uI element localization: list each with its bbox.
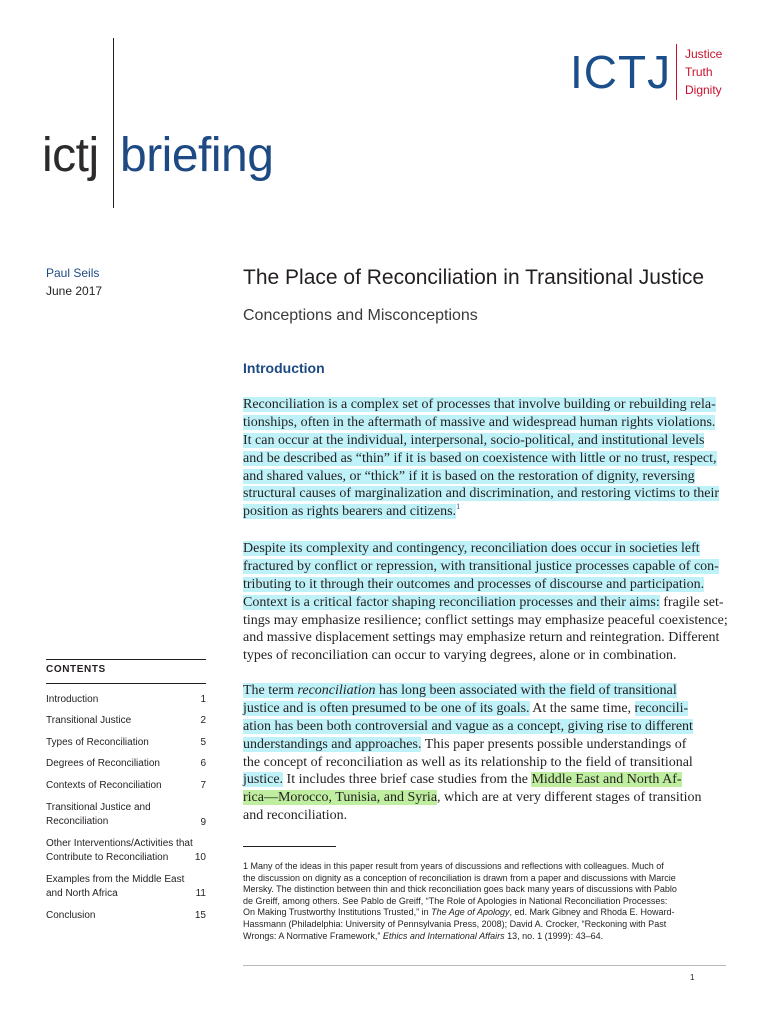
- toc-page-number: 5: [200, 737, 206, 748]
- paragraph-2: [243, 540, 728, 665]
- text-line: tings may emphasize resilience; conflict settings may emphasize peaceful coexistence;: [243, 612, 728, 628]
- toc-label-line: Examples from the Middle East: [46, 874, 185, 885]
- contents-heading: CONTENTS: [46, 664, 106, 675]
- text-line: ation has been both controversial and vague as a concept, giving rise to different: [243, 718, 693, 734]
- text-fragment: understandings and approaches.: [243, 736, 422, 752]
- toc-page-number: 7: [200, 780, 206, 791]
- toc-label-line: Other Interventions/Activities that: [46, 838, 193, 849]
- toc-label-line: Contribute to Reconciliation: [46, 852, 169, 863]
- toc-label-line: Reconciliation: [46, 816, 109, 827]
- toc-page-number: 2: [200, 715, 206, 726]
- toc-page-number: 9: [200, 817, 206, 828]
- text-line: types of reconciliation can occur to varying degrees, alone or in combination.: [243, 648, 677, 664]
- text-fragment: It includes three brief case studies from the: [283, 772, 532, 788]
- text-line: fractured by conflict or repression, with transitional justice processes capable of con-: [243, 558, 719, 574]
- logo-word-justice: Justice: [685, 47, 723, 61]
- text-line: and massive displacement settings may emphasize return and reintegration. Different: [243, 630, 720, 646]
- contents-top-rule: [46, 659, 206, 660]
- text-line: and be described as “thin” if it is based on coexistence with little or no trust, respect,: [243, 450, 717, 466]
- toc-item-degrees-of-reconciliation[interactable]: Degrees of Reconciliation: [46, 758, 160, 769]
- journal-title: Ethics and International Affairs: [382, 930, 505, 941]
- text-fragment: , which are at very different stages of transition: [437, 790, 702, 806]
- toc-page-number: 10: [194, 852, 206, 863]
- contents-divider: [46, 683, 206, 684]
- toc-item-types-of-reconciliation[interactable]: Types of Reconciliation: [46, 737, 149, 748]
- document-subtitle: Conceptions and Misconceptions: [243, 307, 478, 324]
- footnote-marker[interactable]: 1: [456, 502, 461, 512]
- toc-item-contexts-of-reconciliation[interactable]: Contexts of Reconciliation: [46, 780, 162, 791]
- text-line: Context is a critical factor shaping reconciliation processes and their aims:: [243, 594, 660, 610]
- toc-page-number: 11: [195, 888, 206, 899]
- briefing-divider: [113, 38, 114, 208]
- footnote-fragment: , ed. Mark Gibney and Rhoda E. Howard-: [509, 907, 675, 918]
- book-title: The Age of Apology: [431, 907, 510, 918]
- footnote-line: 1 Many of the ideas in this paper result from years of discussions and reflections with colleagues. Much of: [243, 861, 664, 871]
- text-fragment: At the same time,: [529, 700, 635, 716]
- toc-item-other-interventions[interactable]: [46, 837, 193, 865]
- text-fragment: The term: [243, 683, 298, 698]
- text-line: Despite its complexity and contingency, reconciliation does occur in societies left: [243, 541, 700, 556]
- text-fragment: fragile set-: [659, 594, 724, 610]
- text-fragment: reconcili-: [634, 700, 689, 716]
- footnote-rule: [243, 846, 336, 847]
- toc-item-transitional-justice-and-reconciliation[interactable]: [46, 801, 151, 829]
- footnote-line: Hassmann (Philadelphia: University of Pennsylvania Press, 2008); David A. Crocker, “Reckoning with Past: [243, 918, 667, 929]
- toc-page-number: 6: [200, 758, 206, 769]
- text-fragment: justice and is often presumed to be one of its goals.: [243, 700, 530, 716]
- toc-label-line: and North Africa: [46, 888, 118, 899]
- toc-item-introduction[interactable]: Introduction: [46, 694, 99, 705]
- text-line: Reconciliation is a complex set of processes that involve building or rebuilding rela-: [243, 397, 716, 412]
- footnote: [243, 861, 713, 942]
- toc-label-line: Transitional Justice and: [46, 802, 151, 813]
- logo-word-truth: Truth: [685, 65, 713, 79]
- footnote-line: de Greiff, among others. See Pablo de Greiff, “The Role of Apologies in National Reconciliation Processes:: [243, 895, 668, 906]
- toc-page-number: 15: [194, 910, 206, 921]
- footnote-fragment: On Making Trustworthy Institutions Trusted,” in: [243, 907, 432, 918]
- toc-item-transitional-justice[interactable]: Transitional Justice: [46, 715, 132, 726]
- text-fragment: has long been associated with the field of transitional: [375, 683, 677, 698]
- author-name: Paul Seils: [46, 266, 100, 280]
- document-title: The Place of Reconciliation in Transitional Justice: [243, 266, 705, 289]
- text-line: tributing to it through their outcomes and processes of discourse and participation.: [243, 576, 705, 592]
- toc-item-examples-middle-east[interactable]: [46, 873, 184, 901]
- text-line: structural causes of marginalization and discrimination, and restoring victims to their: [243, 486, 720, 502]
- text-line: the concept of reconciliation as well as its relationship to the field of transitional: [243, 754, 693, 770]
- toc-page-number: 1: [200, 694, 206, 705]
- text-line: position as rights bearers and citizens.: [243, 504, 457, 520]
- publication-date: June 2017: [46, 284, 103, 298]
- briefing-title: briefing: [120, 129, 274, 182]
- footnote-line: the discussion on dignity as a conception of reconciliation is drawn from a paper and discussions with Marcie: [243, 872, 676, 883]
- footnote-line: Mersky. The distinction between thin and thick reconciliation goes back many years of discussions with Pablo: [243, 884, 677, 895]
- page-number: 1: [690, 973, 695, 982]
- text-fragment: This paper presents possible understandings of: [421, 736, 687, 752]
- page-bottom-rule: [243, 965, 726, 966]
- ictj-logo: ICTJ: [570, 46, 672, 98]
- paragraph-3: [243, 682, 725, 825]
- text-fragment: rica—Morocco, Tunisia, and Syria: [243, 790, 438, 806]
- emphasized-term: reconciliation: [297, 683, 376, 698]
- text-line: and reconciliation.: [243, 808, 348, 824]
- logo-word-dignity: Dignity: [685, 83, 722, 97]
- toc-item-conclusion[interactable]: Conclusion: [46, 910, 96, 921]
- text-line: tionships, often in the aftermath of massive and widespread human rights violations.: [243, 414, 716, 430]
- footnote-fragment: 13, no. 1 (1999): 43–64.: [504, 930, 604, 941]
- section-heading: Introduction: [243, 360, 325, 376]
- text-line: and shared values, or “thick” if it is based on the restoration of dignity, reversing: [243, 468, 695, 484]
- logo-divider: [676, 44, 677, 100]
- paragraph-1: [243, 396, 725, 521]
- text-fragment: justice.: [243, 772, 284, 788]
- text-fragment: Middle East and North Af-: [531, 772, 682, 788]
- footnote-fragment: Wrongs: A Normative Framework,”: [243, 930, 383, 941]
- text-line: It can occur at the individual, interpersonal, socio-political, and institutional levels: [243, 432, 705, 448]
- briefing-prefix: ictj: [42, 129, 99, 182]
